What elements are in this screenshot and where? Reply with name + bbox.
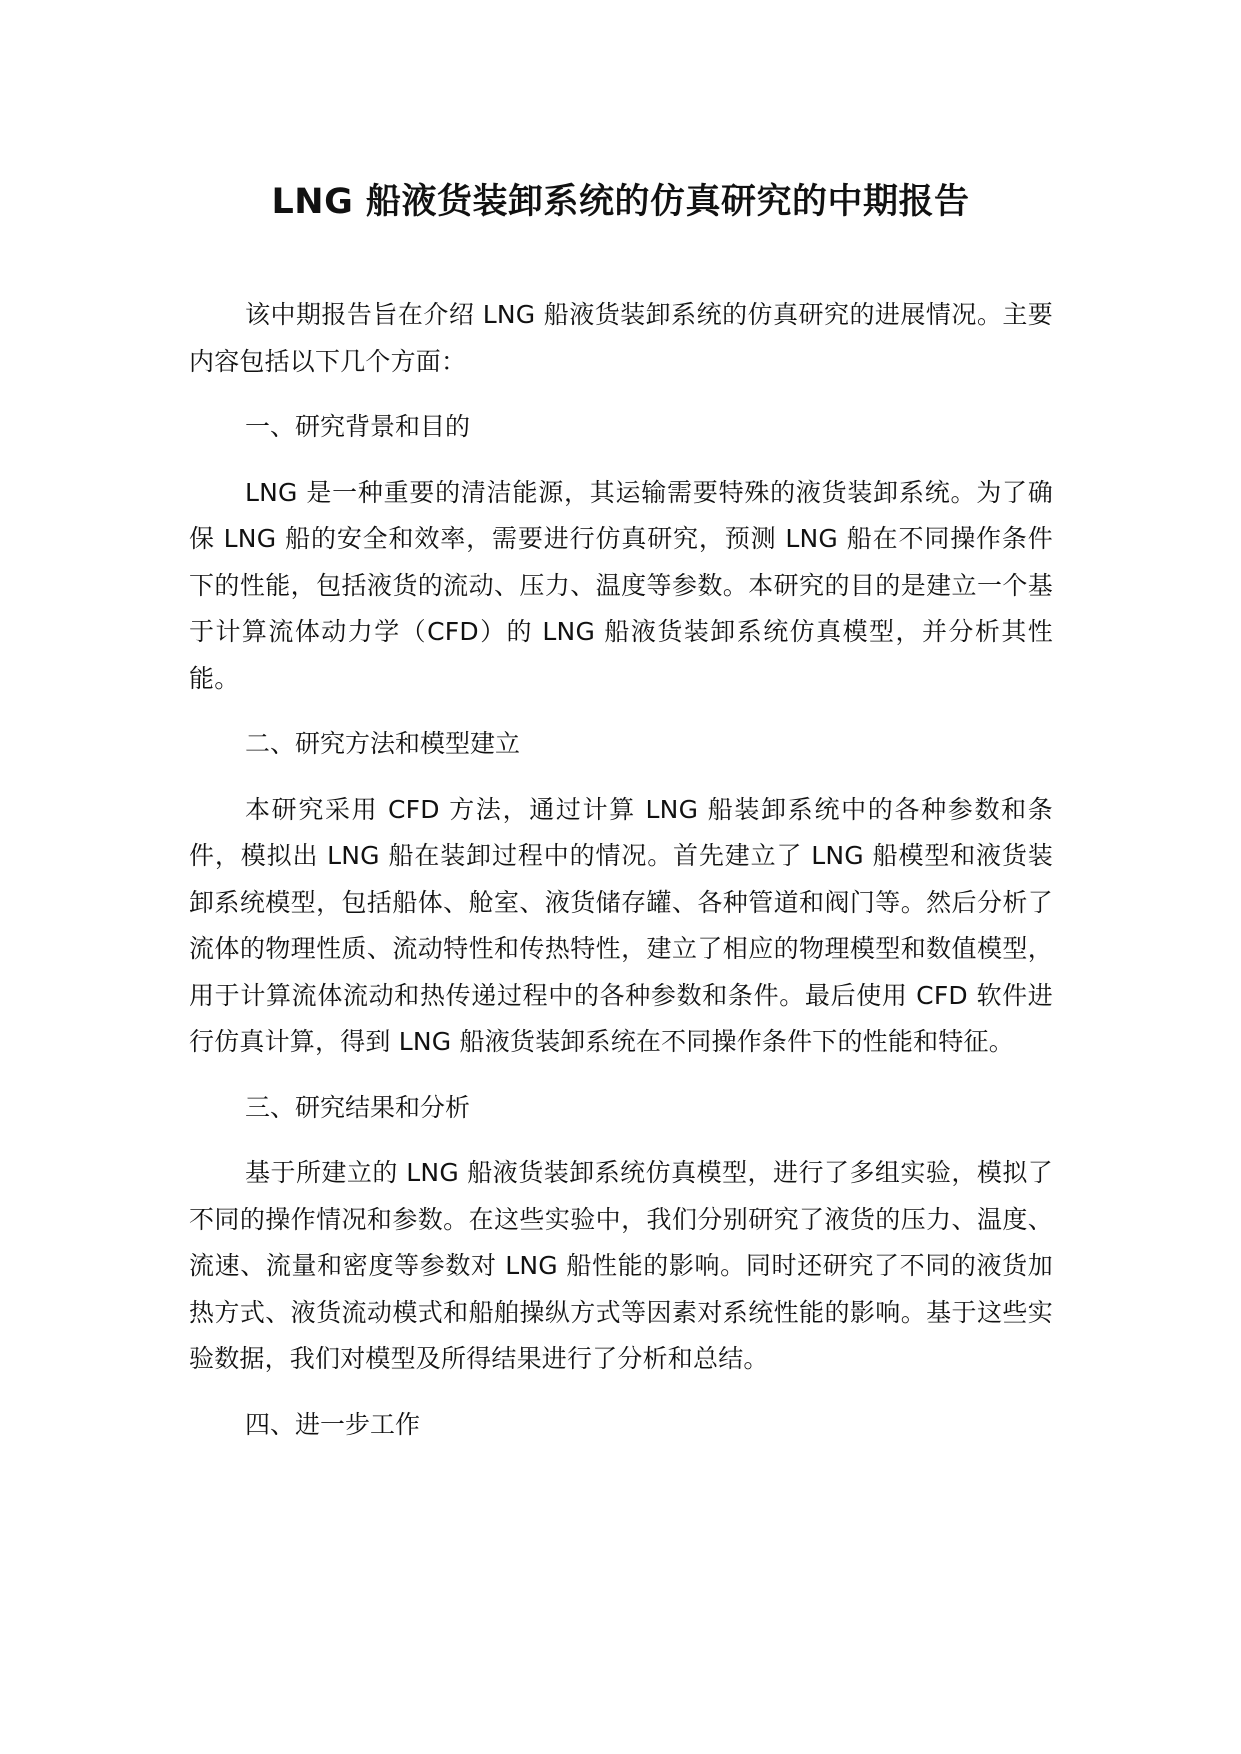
intro-paragraph: 该中期报告旨在介绍 LNG 船液货装卸系统的仿真研究的进展情况。主要内容包括以下几个方面： (189, 300, 1053, 376)
spacer (189, 768, 1053, 787)
spacer (189, 451, 1053, 470)
section-paragraph-method: 本研究采用 CFD 方法，通过计算 LNG 船装卸系统中的各种参数和条件，模拟出 LNG 船在装卸过程中的情况。首先建立了 LNG 船模型和液货装卸系统模型，包括船体、舱室、液货储存罐、各种管道和阀门等。然后分析了流体的物理性质、流动特性和传热特性，建立了相应的物理模型和数值模型，用于计算流体流动和热传递过程中的各种参数和条件。最后使用 CFD 软件进行仿真计算，得到 LNG 船液货装卸系统在不同操作条件下的性能和特征。 (189, 794, 1053, 1056)
document-body (189, 292, 1053, 1448)
spacer (189, 1383, 1053, 1402)
spacer (189, 385, 1053, 404)
spacer (189, 1066, 1053, 1085)
section-paragraph-background: LNG 是一种重要的清洁能源，其运输需要特殊的液货装卸系统。为了确保 LNG 船的安全和效率，需要进行仿真研究，预测 LNG 船在不同操作条件下的性能，包括液货的流动、压力、温度等参数。本研究的目的是建立一个基于计算流体动力学（CFD）的 LNG 船液货装卸系统仿真模型，并分析其性能。 (189, 477, 1053, 693)
section-heading-background: 一、研究背景和目的 (245, 412, 471, 441)
section-heading-results: 三、研究结果和分析 (245, 1092, 471, 1122)
spacer (189, 702, 1053, 721)
section-heading-further-work: 四、进一步工作 (245, 1409, 421, 1439)
section-heading-method: 二、研究方法和模型建立 (245, 729, 521, 758)
section-paragraph-results: 基于所建立的 LNG 船液货装卸系统仿真模型，进行了多组实验，模拟了不同的操作情况和参数。在这些实验中，我们分别研究了液货的压力、温度、流速、流量和密度等参数对 LNG 船性能的影响。同时还研究了不同的液货加热方式、液货流动模式和船舶操纵方式等因素对系统性能的影响。基于这些实验数据，我们对模型及所得结果进行了分析和总结。 (189, 1158, 1053, 1373)
spacer (189, 1131, 1053, 1150)
document-title: LNG 船液货装卸系统的仿真研究的中期报告 (271, 182, 970, 222)
